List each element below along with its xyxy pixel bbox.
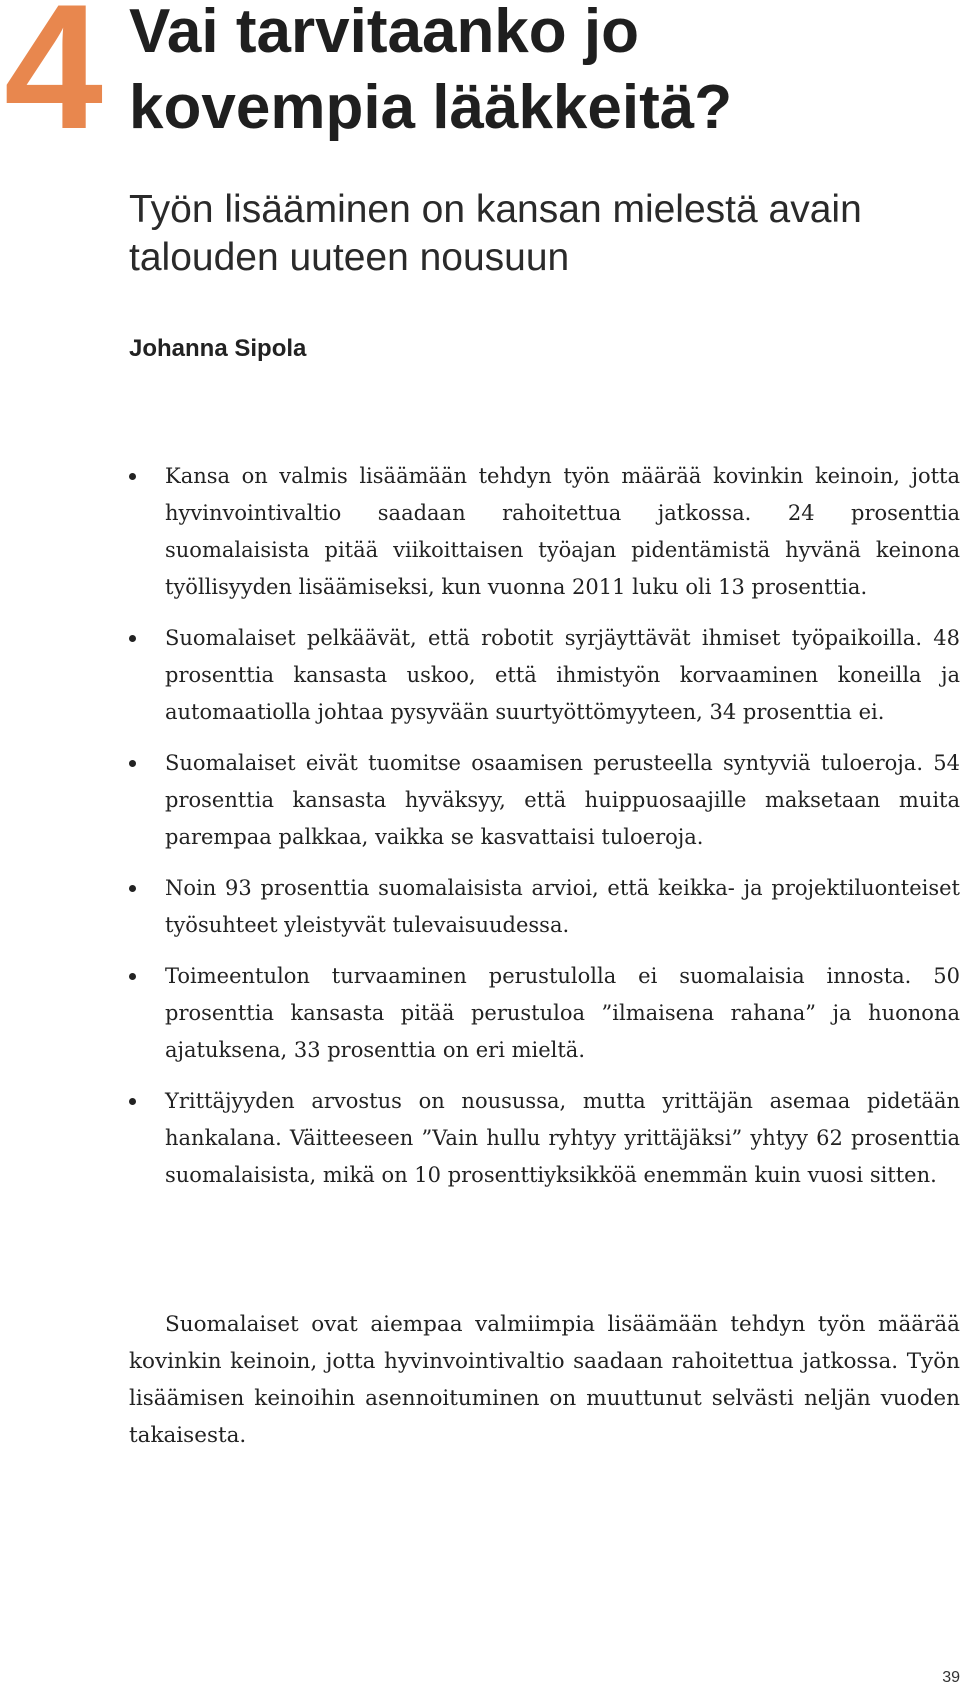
bullet-icon [129,760,136,767]
bullet-icon [129,885,136,892]
list-item [129,458,960,606]
bullet-icon [129,1098,136,1105]
list-item [129,620,960,731]
list-item-text: Suomalaiset eivät tuomitse osaamisen perusteella syntyviä tuloeroja. 54 prosenttia kansasta hyväksyy, että huippuosaajille maksetaan muita parempaa palkkaa, vaikka se kasvattaisi tuloeroja. [165,751,960,849]
bullet-icon [129,635,136,642]
list-item-text: Noin 93 prosenttia suomalaisista arvioi, että keikka- ja projektiluonteiset työsuhteet yleistyvät tulevaisuudessa. [165,876,960,937]
list-item-text: Yrittäjyyden arvostus on nousussa, mutta yrittäjän asemaa pidetään hankalana. Väitteeseen ”Vain hullu ryhtyy yrittäjäksi” yhtyy 62 prosenttia suomalaisista, mikä on 10 prosenttiyksikköä enemmän kuin vuosi sitten. [165,1089,960,1187]
bullet-icon [129,473,136,480]
author-name: Johanna Sipola [129,335,307,362]
key-findings-list [129,458,960,1208]
list-item [129,870,960,944]
chapter-title: Vai tarvitaanko jo kovempia lääkkeitä? [129,0,733,142]
body-paragraph: Suomalaiset ovat aiempaa valmiimpia lisäämään tehdyn työn määrää kovinkin keinoin, jotta hyvinvointivaltio saadaan rahoitettua jatkossa. Työn lisäämisen keinoihin asennoituminen on muuttunut selvästi neljän vuoden takaisesta. [129,1312,960,1448]
list-item [129,1083,960,1194]
chapter-number: 4 [4,0,99,166]
list-item-text: Kansa on valmis lisäämään tehdyn työn määrää kovinkin keinoin, jotta hyvinvointivaltio saadaan rahoitettua jatkossa. 24 prosenttia suomalaisista pitää viikoittaisen työajan pidentämistä hyvänä keinona työllisyyden lisäämiseksi, kun vuonna 2011 luku oli 13 prosenttia. [165,464,960,599]
list-item-text: Toimeentulon turvaaminen perustulolla ei suomalaisia innosta. 50 prosenttia kansasta pitää perustuloa ”ilmaisena rahana” ja huonona ajatuksena, 33 prosenttia on eri mieltä. [165,964,960,1062]
bullet-icon [129,973,136,980]
page-number: 39 [942,1669,960,1686]
list-item-text: Suomalaiset pelkäävät, että robotit syrjäyttävät ihmiset työpaikoilla. 48 prosenttia kansasta uskoo, että ihmistyön korvaaminen koneilla ja automaatiolla johtaa pysyvään suurtyöttömyyteen, 34 prosenttia ei. [165,626,960,724]
list-item [129,745,960,856]
chapter-subtitle: Työn lisääminen on kansan mielestä avain talouden uuteen nousuun [129,188,862,279]
list-item [129,958,960,1069]
